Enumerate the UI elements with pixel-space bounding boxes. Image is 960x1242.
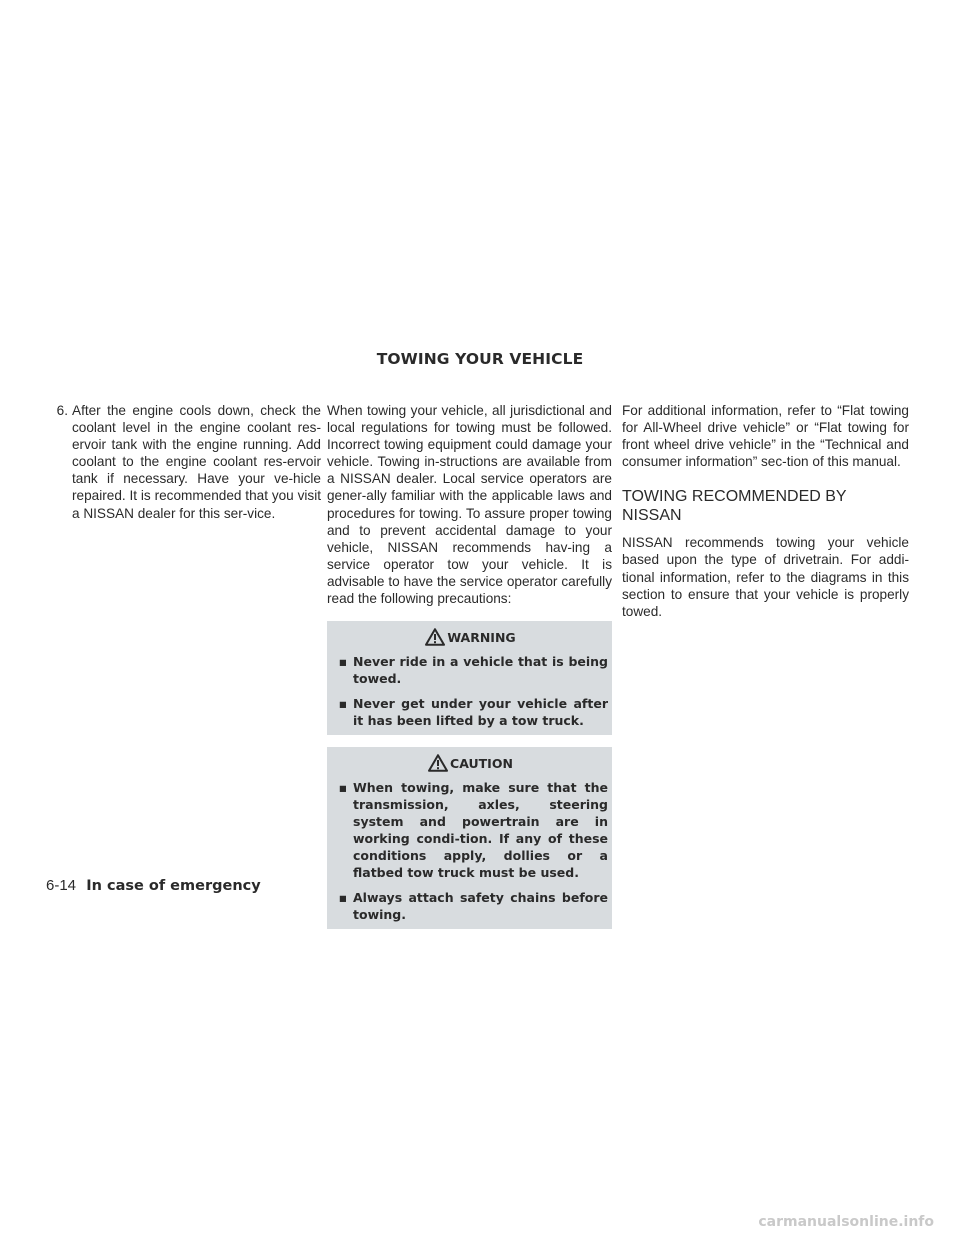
intro-paragraph: When towing your vehicle, all jurisdictional and local regulations for towing must be followed. Incorrect towing equipment could damage your vehicle. Towing in-structions are available from a NISSAN dealer. Local service operators are gener-ally familiar with the applicable laws and procedures for towing. To assure proper towing and to prevent accidental damage to your vehicle, NISSAN recommends hav-ing a service operator tow your vehicle. It is advisable to have the service operator carefully read the following precautions:	[327, 403, 612, 607]
chapter-title: In case of emergency	[86, 878, 261, 894]
caution-list	[333, 779, 608, 923]
section-title: TOWING YOUR VEHICLE	[376, 350, 584, 368]
warning-title: WARNING	[447, 629, 516, 645]
page-number: 6-14	[46, 877, 77, 894]
numbered-step	[46, 402, 321, 522]
list-item	[333, 889, 608, 923]
subsection-text: NISSAN recommends towing your vehicle based upon the type of drivetrain. For addi-tional information, refer to the diagrams in this section to ensure that your vehicle is properly towed.	[622, 535, 909, 619]
caution-box	[327, 747, 612, 929]
warning-header	[333, 627, 608, 647]
column-middle	[327, 402, 612, 929]
step-number: 6.	[56, 403, 68, 418]
column-left	[46, 402, 321, 522]
column-right	[622, 402, 909, 620]
warning-list	[333, 653, 608, 729]
bullet: ▪	[338, 780, 348, 796]
subsection-heading: TOWING RECOMMENDED BY NISSAN	[622, 488, 847, 525]
caution-item-text: Always attach safety chains before towing.	[353, 890, 608, 923]
list-item	[333, 695, 608, 729]
page-footer	[46, 877, 261, 894]
warning-item-text: Never ride in a vehicle that is being towed.	[353, 654, 608, 687]
list-item	[333, 653, 608, 687]
caution-header	[333, 753, 608, 773]
watermark: carmanualsonline.info	[758, 1214, 934, 1230]
additional-info-paragraph: For additional information, refer to “Flat towing for All-Wheel drive vehicle” or “Flat towing for front wheel drive vehicle” in the “Technical and consumer information” sec-tion of this manual.	[622, 403, 909, 470]
warning-item-text: Never get under your vehicle after it has been lifted by a tow truck.	[353, 696, 608, 729]
list-item	[333, 779, 608, 881]
caution-icon	[428, 754, 448, 772]
bullet: ▪	[338, 696, 348, 712]
bullet: ▪	[338, 654, 348, 670]
warning-box	[327, 621, 612, 735]
step-text: After the engine cools down, check the coolant level in the engine coolant res-ervoir tank with the engine running. Add coolant to the engine coolant res-ervoir tank if necessary. Have your ve-hicle repaired. It is recommended that you visit a NISSAN dealer for this ser-vice.	[72, 403, 321, 521]
caution-item-text: When towing, make sure that the transmission, axles, steering system and powertrain are in working condi-tion. If any of these conditions apply, dollies or a flatbed tow truck must be used.	[353, 780, 608, 881]
bullet: ▪	[338, 890, 348, 906]
caution-title: CAUTION	[450, 755, 513, 771]
warning-icon	[425, 628, 445, 646]
